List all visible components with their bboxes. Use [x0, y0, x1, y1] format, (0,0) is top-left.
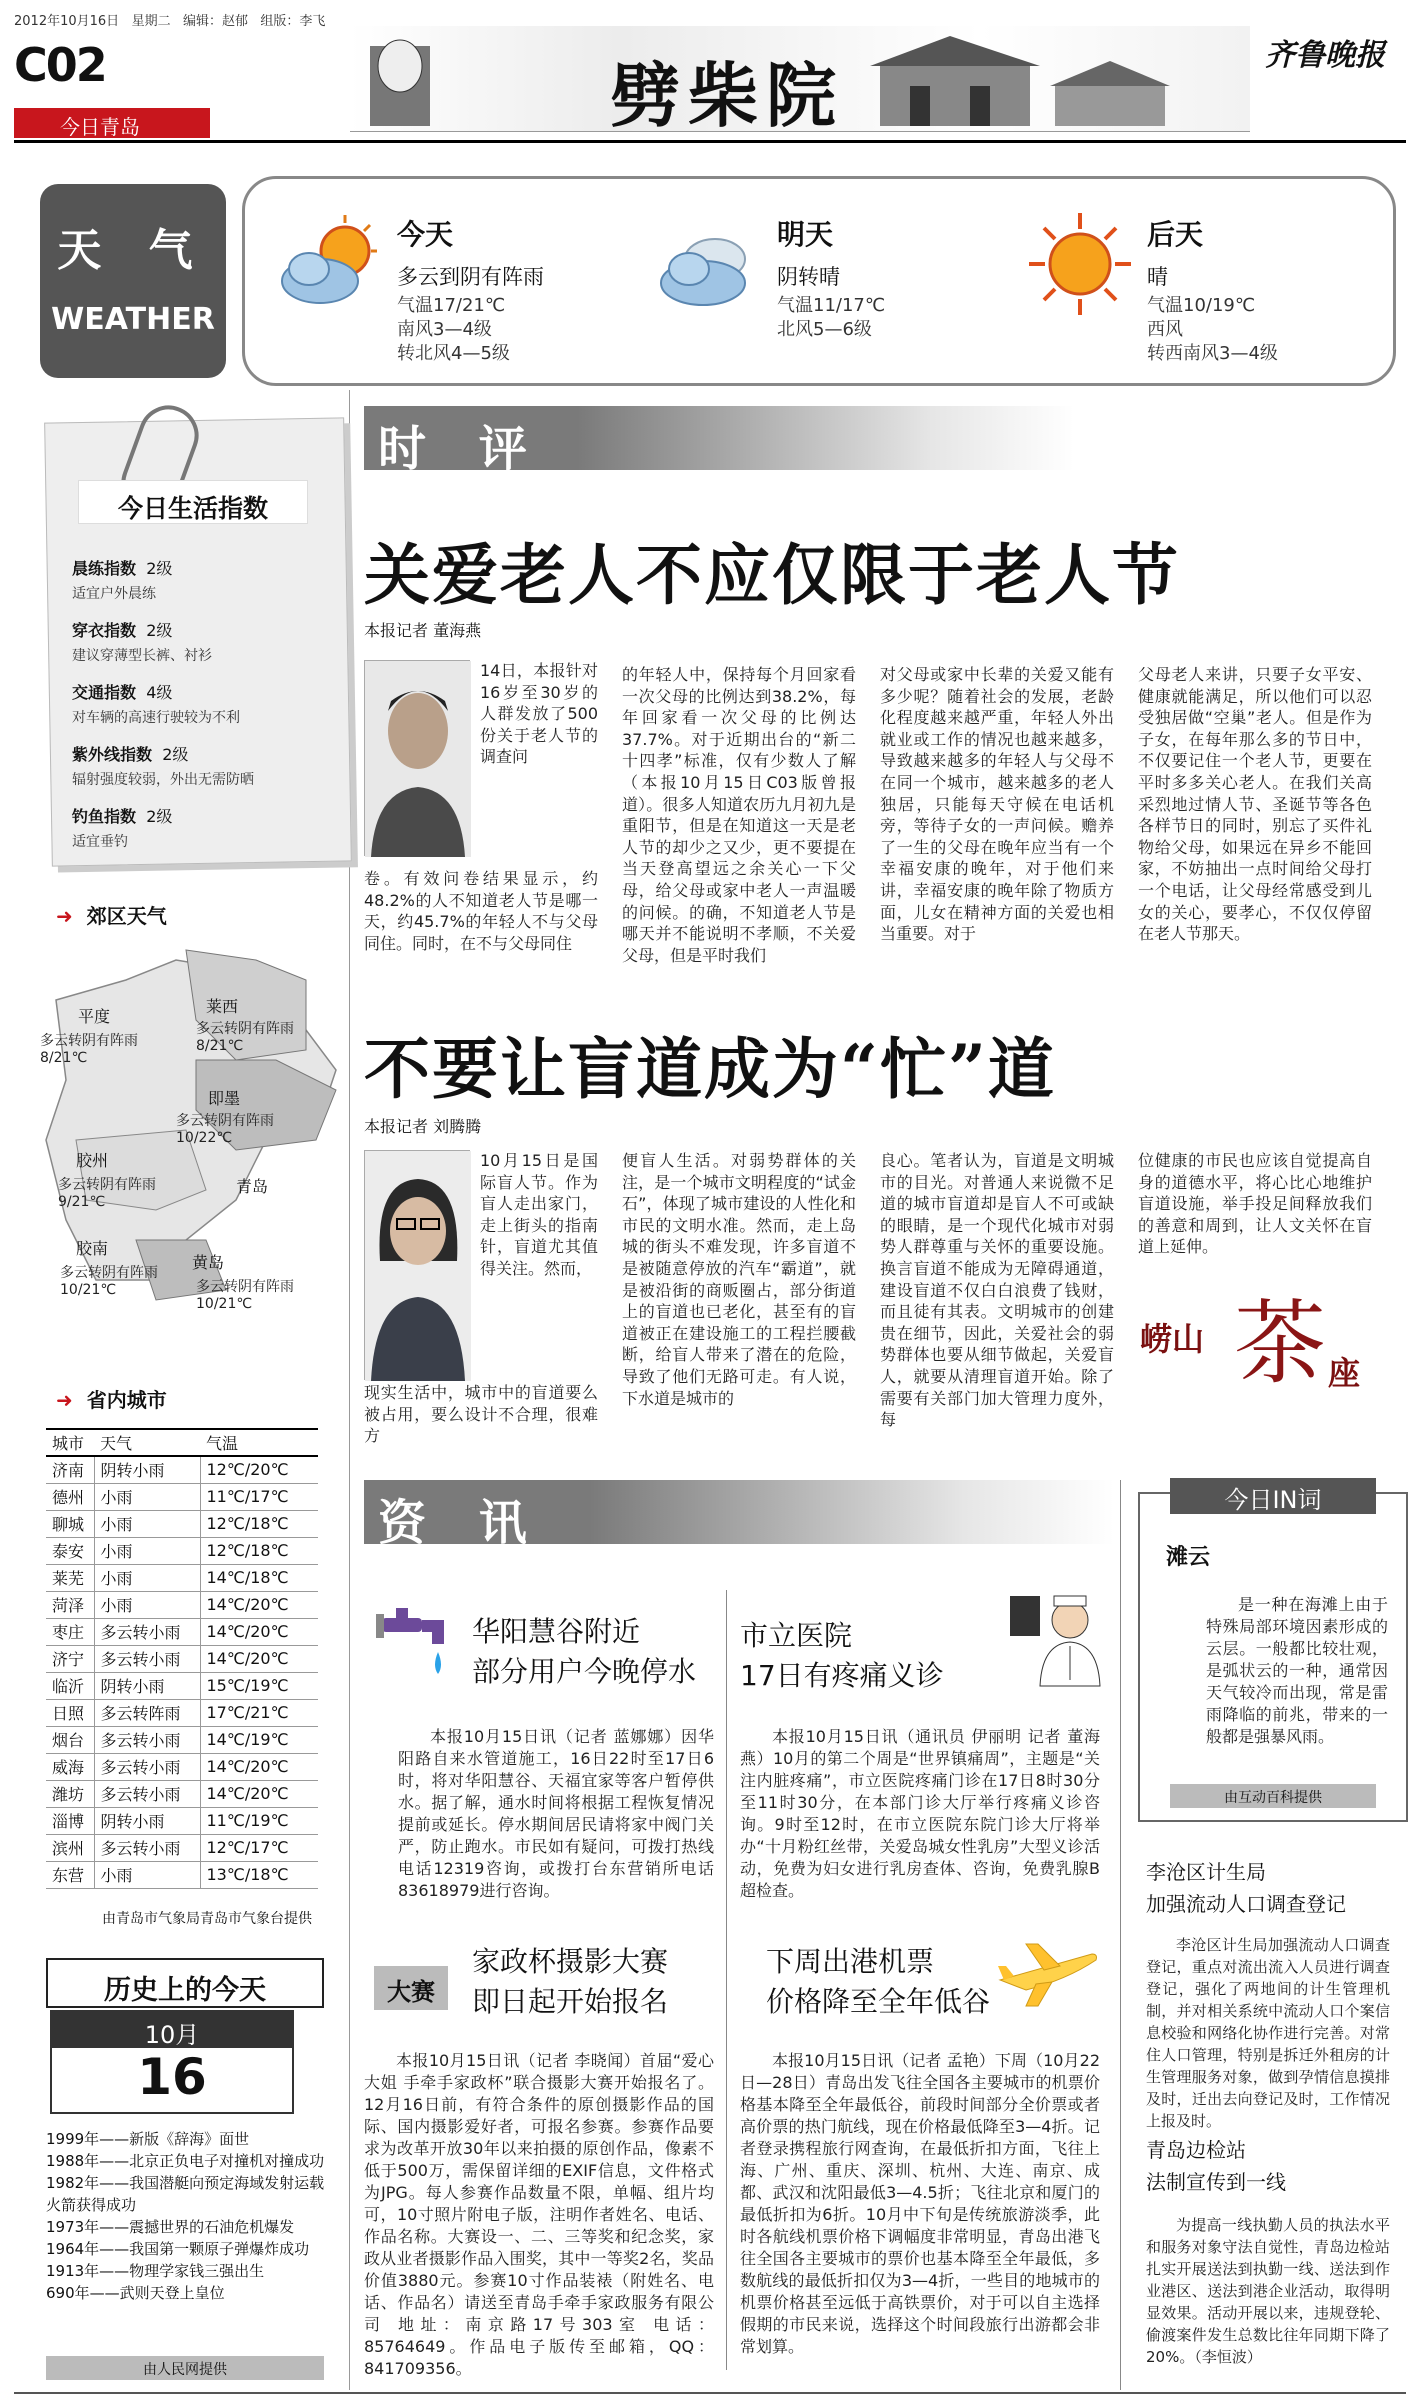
news-divider — [726, 1590, 727, 2370]
commentary-section-title: 时 评 — [378, 421, 545, 477]
life-index-item: 交通指数 4级 对车辆的高速行驶较为不利 — [72, 683, 240, 726]
life-index-title: 今日生活指数 — [78, 480, 308, 524]
table-row: 东营 小雨 13℃/18℃ — [46, 1861, 318, 1888]
contest-tag: 大赛 — [374, 1966, 448, 2010]
forecast-today-wind-change: 转北风4—5级 — [397, 343, 510, 364]
in-word-box — [1138, 1486, 1408, 1822]
suburb-jimo-desc: 多云转阴有阵雨 10/22℃ — [176, 1113, 274, 1146]
reporter-photo — [364, 1150, 470, 1380]
forecast-today-temp: 气温17/21℃ — [397, 295, 506, 316]
article2-headline: 不要让盲道成为“忙”道 — [364, 1030, 1056, 1108]
table-row: 烟台 多云转小雨 14℃/19℃ — [46, 1726, 318, 1753]
laoshan-tea-logo: 崂山 茶 座 — [1140, 1290, 1361, 1397]
forecast-after — [1025, 199, 1395, 369]
table-row: 潍坊 多云转小雨 14℃/20℃ — [46, 1780, 318, 1807]
suburb-huangdao: 黄岛 — [192, 1253, 225, 1272]
forecast-after-name: 后天 — [1147, 218, 1204, 251]
province-table — [46, 1428, 318, 1889]
forecast-after-temp: 气温10/19℃ — [1147, 295, 1256, 316]
forecast-tomorrow-name: 明天 — [777, 218, 834, 251]
news4-title: 下周出港机票 价格降至全年低谷 — [766, 1945, 991, 2018]
designer-credit: 组版：李飞 — [260, 14, 326, 29]
doctor-icon — [1010, 1590, 1106, 1686]
water-tap-icon — [372, 1604, 462, 1684]
suburb-pingdu: 平度 — [78, 1007, 111, 1026]
paper-logo: 齐鲁晚报 — [1265, 38, 1385, 73]
news2-title: 市立医院 17日有疼痛义诊 — [740, 1619, 944, 1692]
weather-tag-cn: 天 气 — [57, 225, 209, 276]
list-item: 1964年——我国第一颗原子弹爆炸成功 — [46, 2240, 310, 2258]
article2-col1: 现实生活中，城市中的盲道要么被占用，要么设计不合理，很难方 — [364, 1383, 598, 1446]
suburb-jiaonan: 胶南 — [76, 1239, 109, 1258]
list-item: 1988年——北京正负电子对撞机对撞成功 — [46, 2152, 325, 2170]
forecast-today-wind: 南风3—4级 — [397, 319, 492, 340]
news3-body: 本报10月15日讯（记者 李晓闻）首届“爱心大姐 手牵手家政杯”联合摄影大赛开始报名了。12月16日前，有符合条件的原创摄影作品的国际、国内摄影爱好者，可报名参赛。参赛作品要求为改革开放30年以来拍摄的原创作品，像素不低于500万，需保留详细的EXIF信息，文件格式为JPG。每人参赛作品数量不限，单幅、组片均可，10寸照片附电子版，注明作者姓名、电话、作品名称。大赛设一、二、三等奖和纪念奖，家政从业者摄影作品入围奖，其中一等奖2名，奖品价值3880元。参赛10寸作品装裱（附姓名、电话、作品名）请送至青岛手牵手家政服务有限公司 地址：南京路17号303室 电话：85764649。作品电子版传至邮箱，QQ：841709356。 — [364, 2051, 714, 2378]
commentary-section-bar — [364, 406, 1074, 477]
suburb-laixi-desc: 多云转阴有阵雨 8/21℃ — [196, 1021, 294, 1054]
table-row: 菏泽 小雨 14℃/20℃ — [46, 1591, 318, 1618]
calendar-day: 16 — [137, 2048, 207, 2106]
forecast-after-desc: 晴 — [1147, 265, 1168, 289]
table-row: 日照 多云转阵雨 17℃/21℃ — [46, 1699, 318, 1726]
forecast-tomorrow-desc: 阴转晴 — [777, 265, 840, 289]
issue-date: 2012年10月16日 — [14, 14, 120, 29]
suburb-laixi: 莱西 — [206, 997, 239, 1016]
list-item: 1913年——物理学家钱三强出生 — [46, 2262, 265, 2280]
forecast-tomorrow-wind: 北风5—6级 — [777, 319, 872, 340]
news4-body: 本报10月15日讯（记者 孟艳）下周（10月22日—28日）青岛出发飞往全国各主要城市的机票价格基本降至全年最低谷，前段时间部分全价票或者高价票的热门航线，现在价格最低降至3—4折。记者登录携程旅行网查询，在最低折扣方面，飞往上海、广州、重庆、深圳、杭州、大连、南京、成都、武汉和沈阳最低3—4.5折；飞往北京和厦门的最低折扣为6折。10月中下旬是传统旅游淡季，此时各航线机票价格下调幅度非常明显，青岛出港飞往全国各主要城市的票价也基本降至全年最低，多数航线的最低折扣仅为3—4折，一些目的地城市的机票价格甚至远低于高铁票价，对于可以自主选择假期的市民来说，选择这个时间段旅行出游都会非常划算。 — [740, 2051, 1100, 2356]
list-item: 1999年——新版《辞海》面世 — [46, 2130, 250, 2148]
article1-col3: 对父母或家中长辈的关爱又能有多少呢？随着社会的发展，老龄化程度越来越严重，年轻人外出就业或工作的情况也越来越多，导致越来越多的年轻人与父母不在同一个城市，越来越多的老人独居，只能每天守候在电话机旁，等待子女的一声问候。赡养了一生的父母在晚年应当有一个幸福安康的晚年，对于他们来讲，幸福安康的晚年除了物质方面，儿女在精神方面的关爱也相当重要。对于 — [880, 665, 1114, 944]
cloudy-icon — [655, 209, 765, 319]
table-row: 枣庄 多云转小雨 14℃/20℃ — [46, 1618, 318, 1645]
table-row: 威海 多云转小雨 14℃/20℃ — [46, 1753, 318, 1780]
forecast-today-name: 今天 — [397, 218, 454, 251]
calendar-icon — [50, 2010, 294, 2114]
article1-byline: 本报记者 董海燕 — [364, 621, 482, 640]
right1-title: 李沧区计生局 加强流动人口调查登记 — [1146, 1860, 1346, 1916]
news1-title: 华阳慧谷附近 部分用户今晚停水 — [472, 1615, 697, 1688]
article1-col1: 卷。有效问卷结果显示，约48.2%的人不知道老人节是哪一天，约45.7%的年轻人不与父母同住。同时，在不与父母同住 — [364, 869, 598, 953]
suburb-qingdao: 青岛 — [236, 1177, 269, 1196]
article1-lead: 14日，本报针对16岁至30岁的人群发放了500份关于老人节的调查问 — [480, 661, 598, 767]
news1-body: 本报10月15日讯（记者 蓝娜娜）因华阳路自来水管道施工，16日22时至17日6时，将对华阳慧谷、天福宜家等客户暂停供水。据了解，通水时间将根据工程恢复情况提前或延长。停水期间居民请将家中阀门关严，防止跑水。市民如有疑问，可拨打热线电话12319咨询，或拨打台东营销所电话83618979进行咨询。 — [398, 1727, 714, 1900]
table-row: 莱芜 小雨 14℃/18℃ — [46, 1564, 318, 1591]
article2-col3: 良心。笔者认为，盲道是文明城市的目光。对普通人来说微不足道的城市盲道却是盲人不可或缺的眼睛，是一个现代化城市对弱势人群尊重与关怀的重要设施。换言盲道不能成为无障碍通道，建设盲道不仅白白浪费了钱财，而且徒有其表。文明城市的创建贵在细节，因此，关爱社会的弱势群体也要从细节做起，关爱盲人，就要从清理盲道开始。除了需要有关部门加大管理力度外，每 — [880, 1151, 1114, 1430]
list-item: 690年——武则天登上皇位 — [46, 2284, 225, 2302]
news-section-bar — [364, 1480, 1114, 1551]
in-word-title: 今日IN词 — [1170, 1478, 1376, 1514]
table-row: 临沂 阴转小雨 15℃/19℃ — [46, 1672, 318, 1699]
article2-byline: 本报记者 刘腾腾 — [364, 1117, 482, 1136]
article2-col2: 便盲人生活。对弱势群体的关注，是一个城市文明程度的“试金石”，体现了城市建设的人性化和市民的文明水准。然而，走上岛城的街头不难发现，许多盲道不是被随意停放的汽车“霸道”，就是被沿街的商贩圈占，部分街道上的盲道也已老化，甚至有的盲道被正在建设施工的工程拦腰截断，给盲人带来了潜在的危险，导致了他们无路可走。有人说，下水道是城市的 — [622, 1151, 856, 1408]
banner-title: 劈柴院 — [610, 54, 844, 137]
history-title: 历史上的今天 — [46, 1958, 324, 2008]
article1-col2: 的年轻人中，保持每个月回家看一次父母的比例达到38.2%，每年回家看一次父母的比例达37.7%。对于近期出台的“新二十四孝”标准，仅有少数人了解（本报10月15日C03版曾报道）。很多人知道农历九月初九是重阳节，但是在知道这一天是老人节的却少之又少，更不要提在当天登高望远之余关心一下父母，给父母或家中老人一声温暖的问候。的确，不知道老人节是哪天并不能说明不孝顺，不关爱父母，但是平时我们 — [622, 665, 856, 965]
life-index-item: 穿衣指数 2级 建议穿薄型长裤、衬衫 — [72, 621, 212, 664]
weather-tag — [40, 184, 226, 378]
news-section-title: 资 讯 — [378, 1495, 545, 1551]
news3-title: 家政杯摄影大赛 即日起开始报名 — [472, 1945, 669, 2018]
in-word-term: 滩云 — [1166, 1545, 1211, 1570]
suburb-huangdao-desc: 多云转阴有阵雨 10/21℃ — [196, 1279, 294, 1312]
table-row: 德州 小雨 11℃/17℃ — [46, 1483, 318, 1510]
reporter-portrait-icon — [365, 1151, 471, 1381]
suburb-jiaonan-desc: 多云转阴有阵雨 10/21℃ — [60, 1265, 158, 1298]
forecast-after-wind-change: 转西南风3—4级 — [1147, 343, 1278, 364]
life-index-item: 紫外线指数 2级 辐射强度较弱，外出无需防晒 — [72, 745, 254, 788]
in-word-definition: 是一种在海滩上由于特殊局部环境因素形成的云层。一般都比较壮观，是弧状云的一种，通常因天气较冷而出现，常是雷雨降临的前兆，带来的一般都是强暴风雨。 — [1206, 1595, 1388, 1746]
province-heading: ➜ 省内城市 — [56, 1388, 167, 1412]
header-rule — [14, 140, 1406, 143]
right2-body: 为提高一线执勤人员的执法水平和服务对象守法自觉性，青岛边检站扎实开展送法到执勤一线、送法到作业港区、送法到港企业活动，取得明显效果。活动开展以来，违规登轮、偷渡案件发生总数比往年同期下降了20%。（李恒波） — [1146, 2216, 1390, 2366]
arrow-icon: ➜ — [56, 904, 73, 928]
suburb-jiaozhou-desc: 多云转阴有阵雨 9/21℃ — [58, 1177, 156, 1210]
suburb-pingdu-desc: 多云转阴有阵雨 8/21℃ — [40, 1033, 138, 1066]
calendar-month: 10月 — [52, 2012, 292, 2048]
suburb-jiaozhou: 胶州 — [76, 1151, 109, 1170]
article1-col4: 父母老人来讲，只要子女平安、健康就能满足，所以他们可以忍受独居做“空巢”老人。但是作为子女，在每年那么多的节日中，不仅要记住一个老人节，更要在平时多多关心老人。在我们关高采烈地过情人节、圣诞节等各色各样节日的同时，别忘了买件礼物给父母，如果远在异乡不能回家，不妨抽出一点时间给父母打一个电话，让父母经常感受到儿女的关心，要孝心，不仅仅停留在老人节那天。 — [1138, 665, 1372, 944]
life-index-item: 钓鱼指数 2级 适宜垂钓 — [72, 807, 173, 850]
article2-col4: 位健康的市民也应该自觉提高自身的道德水平，将心比心地维护盲道设施，举手投足间释放我们的善意和周到，让人文关怀在盲道上延伸。 — [1138, 1151, 1372, 1257]
forecast-panel — [242, 176, 1396, 386]
suburb-jimo: 即墨 — [208, 1089, 241, 1108]
list-item: 1982年——我国潜艇向预定海域发射运载火箭获得成功 — [46, 2174, 325, 2214]
table-row: 淄博 阴转小雨 11℃/19℃ — [46, 1807, 318, 1834]
airplane-icon — [996, 1940, 1100, 2010]
footer-rule — [14, 2392, 1406, 2394]
forecast-today-desc: 多云到阴有阵雨 — [397, 265, 544, 289]
arrow-icon: ➜ — [56, 1388, 73, 1412]
right1-body: 李沧区计生局加强流动人口调查登记，重点对流出流入人员进行调查登记，强化了两地间的计生管理机制，并对相关系统中流动人口个案信息校验和网络化协作进行完善。对常住人口管理，特别是拆迁外租房的计生管理服务对象，做到孕情信息摸排及时，迁出去向登记及时，工作情况上报及时。 — [1146, 1936, 1390, 2130]
news2-body: 本报10月15日讯（通讯员 伊丽明 记者 董海燕）10月的第二个周是“世界镇痛周”，主题是“关注内脏疼痛”，市立医院疼痛门诊在17日8时30分至11时30分，在本部门诊大厅举行疼痛义诊咨询。9时至12时，在市立医院东院门诊大厅将举办“十月粉红丝带，关爱岛城女性乳房”大型义诊活动，免费为妇女进行乳房查体、咨询，免费乳腺B超检查。 — [740, 1727, 1100, 1900]
in-word-credit: 由互动百科提供 — [1170, 1784, 1376, 1808]
reporter-photo — [364, 660, 470, 856]
suburb-heading: ➜ 郊区天气 — [56, 904, 167, 928]
forecast-today — [275, 199, 645, 369]
table-row: 济宁 多云转小雨 14℃/20℃ — [46, 1645, 318, 1672]
table-row: 聊城 小雨 12℃/18℃ — [46, 1510, 318, 1537]
table-row: 滨州 多云转小雨 12℃/17℃ — [46, 1834, 318, 1861]
forecast-after-wind: 西风 — [1147, 319, 1183, 340]
province-table-header: 城市 天气 气温 — [46, 1429, 318, 1456]
weather-tag-en: WEATHER — [51, 302, 215, 337]
header-meta — [14, 10, 325, 29]
page-number: C02 — [14, 38, 106, 92]
article2-lead: 10月15日是国际盲人节。作为盲人走出家门，走上街头的指南针，盲道尤其值得关注。然而， — [480, 1151, 598, 1278]
partly-cloudy-icon — [275, 209, 385, 319]
right2-title: 青岛边检站 法制宣传到一线 — [1146, 2138, 1286, 2194]
list-item: 1973年——震撼世界的石油危机爆发 — [46, 2218, 295, 2236]
table-row: 济南 阴转小雨 12℃/20℃ — [46, 1456, 318, 1483]
right-column-divider — [1120, 1480, 1121, 2390]
reporter-portrait-icon — [365, 661, 471, 857]
history-list — [46, 2128, 326, 2304]
article1-headline: 关爱老人不应仅限于老人节 — [364, 536, 1180, 614]
sun-icon — [1025, 209, 1135, 319]
history-credit: 由人民网提供 — [46, 2356, 324, 2380]
section-tag: 今日青岛 — [14, 108, 210, 138]
province-credit: 由青岛市气象局青岛市气象台提供 — [102, 1911, 312, 1927]
life-index-item: 晨练指数 2级 适宜户外晨练 — [72, 559, 173, 602]
editor-credit: 编辑：赵郁 — [183, 14, 249, 29]
forecast-tomorrow-temp: 气温11/17℃ — [777, 295, 886, 316]
table-row: 泰安 小雨 12℃/18℃ — [46, 1537, 318, 1564]
forecast-tomorrow — [655, 199, 1025, 369]
issue-weekday: 星期二 — [131, 14, 171, 29]
